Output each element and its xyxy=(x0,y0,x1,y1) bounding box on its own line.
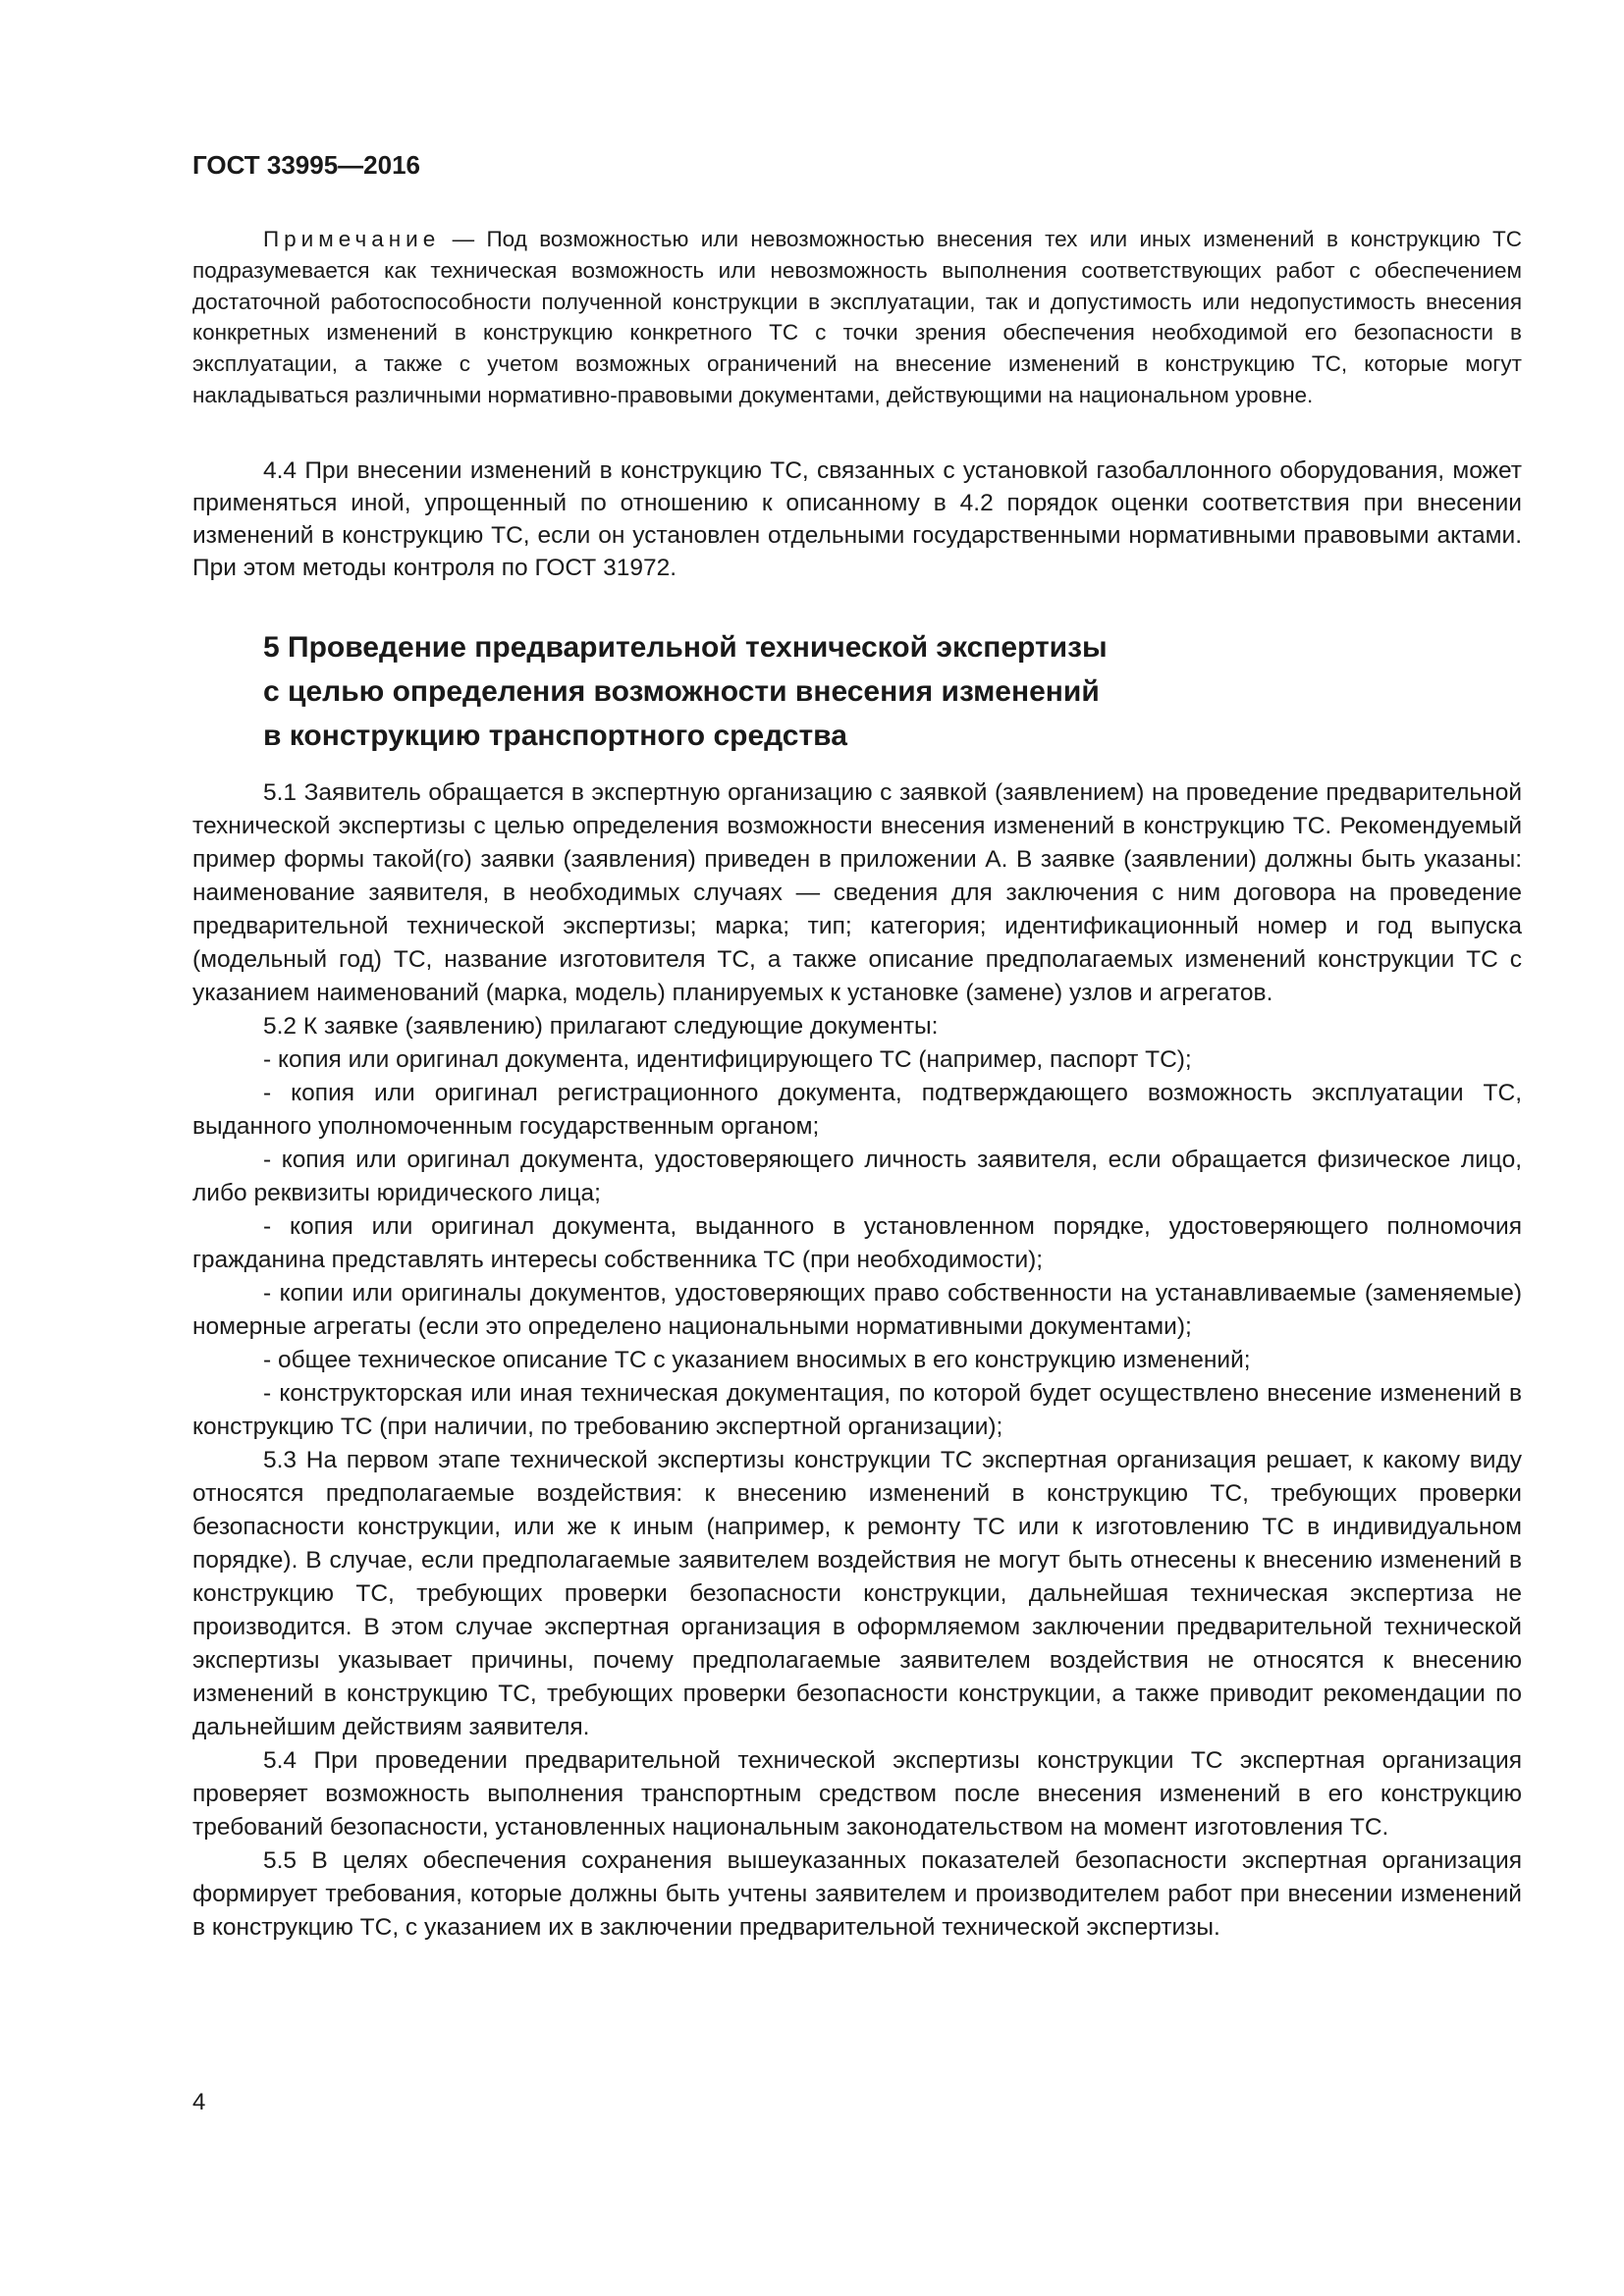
list-item: - копии или оригиналы документов, удостоверяющих право собственности на устанавливаемые (заменяемые) номерные агрегаты (если это определено национальными нормативными документами); xyxy=(192,1280,1522,1340)
list-item: - копия или оригинал регистрационного документа, подтверждающего возможность эксплуатации ТС, выданного уполномоченным государственным органом; xyxy=(192,1080,1522,1140)
heading-line: с целью определения возможности внесения изменений xyxy=(263,675,1100,708)
paragraph-5-5: 5.5 В целях обеспечения сохранения вышеуказанных показателей безопасности экспертная организация формирует требования, которые должны быть учтены заявителем и производителем работ при внесении изменений в конструкцию ТС, с указанием их в заключении предварительной технической экспертизы. xyxy=(192,1847,1522,1941)
paragraph-5-1: 5.1 Заявитель обращается в экспертную организацию с заявкой (заявлением) на проведение предварительной технической экспертизы с целью определения возможности внесения изменений в конструкцию ТС. Рекомендуемый пример формы такой(го) заявки (заявления) приведен в приложении А. В заявке (заявлении) должны быть указаны: наименование заявителя, в необходимых случаях — сведения для заключения с ним договора на проведение предварительной технической экспертизы; марка; тип; категория; идентификационный номер и год выпуска (модельный год) ТС, название изготовителя ТС, а также описание предполагаемых изменений конструкции ТС с указанием наименований (марка, модель) планируемых к установке (замене) узлов и агрегатов. xyxy=(192,779,1522,1006)
paragraph: 4.4 При внесении изменений в конструкцию ТС, связанных с установкой газобаллонного оборудования, может применяться иной, упрощенный по отношению к описанному в 4.2 порядок оценки соответствия при внесении изменений в конструкцию ТС, если он установлен отдельными государственными нормативными правовыми актами. При этом методы контроля по ГОСТ 31972. xyxy=(192,457,1522,581)
heading-line: в конструкцию транспортного средства xyxy=(263,720,847,752)
list-item: - конструкторская или иная техническая документация, по которой будет осуществлено внесение изменений в конструкцию ТС (при наличии, по требованию экспертной организации); xyxy=(192,1380,1522,1440)
list-item: - копия или оригинал документа, удостоверяющего личность заявителя, если обращается физическое лицо, либо реквизиты юридического лица; xyxy=(192,1147,1522,1206)
list-item: - копия или оригинал документа, выданного в установленном порядке, удостоверяющего полномочия гражданина представлять интересы собственника ТС (при необходимости); xyxy=(192,1213,1522,1273)
section-5-heading xyxy=(263,625,1108,758)
paragraph-5-3: 5.3 На первом этапе технической экспертизы конструкции ТС экспертная организация решает, к какому виду относятся предполагаемые воздействия: к внесению изменений в конструкцию ТС, требующих проверки безопасности конструкции, или же к иным (например, к ремонту ТС или к изготовлению ТС в индивидуальном порядке). В случае, если предполагаемые заявителем воздействия не могут быть отнесены к внесению изменений в конструкцию ТС, требующих проверки безопасности конструкции, дальнейшая техническая экспертиза не производится. В этом случае экспертная организация в оформляемом заключении предварительной технической экспертизы указывает причины, почему предполагаемые заявителем воздействия не относятся к внесению изменений в конструкцию ТС, требующих проверки безопасности конструкции, а также приводит рекомендации по дальнейшим действиям заявителя. xyxy=(192,1447,1522,1740)
section-5-body xyxy=(192,776,1522,1945)
page-number: 4 xyxy=(192,2089,206,2115)
document-header: ГОСТ 33995—2016 xyxy=(192,150,420,180)
note-block xyxy=(192,224,1522,411)
list-item: - общее техническое описание ТС с указанием вносимых в его конструкцию изменений; xyxy=(263,1347,1251,1373)
section-4-4 xyxy=(192,454,1522,584)
paragraph-5-2: 5.2 К заявке (заявлению) прилагают следующие документы: xyxy=(263,1013,939,1040)
paragraph-5-4: 5.4 При проведении предварительной технической экспертизы конструкции ТС экспертная организация проверяет возможность выполнения транспортным средством после внесения изменений в его конструкцию требований безопасности, установленных национальным законодательством на момент изготовления ТС. xyxy=(192,1747,1522,1841)
heading-line: 5 Проведение предварительной технической экспертизы xyxy=(263,631,1108,664)
note-text: — Под возможностью или невозможностью внесения тех или иных изменений в конструкцию ТС подразумевается как техническая возможность или невозможность выполнения соответствующих работ с обеспечением достаточной работоспособности полученной конструкции в эксплуатации, так и допустимость или недопустимость внесения конкретных изменений в конструкцию конкретного ТС с точки зрения обеспечения необходимой его безопасности в эксплуатации, а также с учетом возможных ограничений на внесение изменений в конструкцию ТС, которые могут накладываться различными нормативно-правовыми документами, действующими на национальном уровне. xyxy=(192,227,1522,407)
note-label: Примечание xyxy=(263,227,441,251)
note-paragraph xyxy=(192,224,1522,411)
list-item: - копия или оригинал документа, идентифицирующего ТС (например, паспорт ТС); xyxy=(263,1046,1192,1073)
